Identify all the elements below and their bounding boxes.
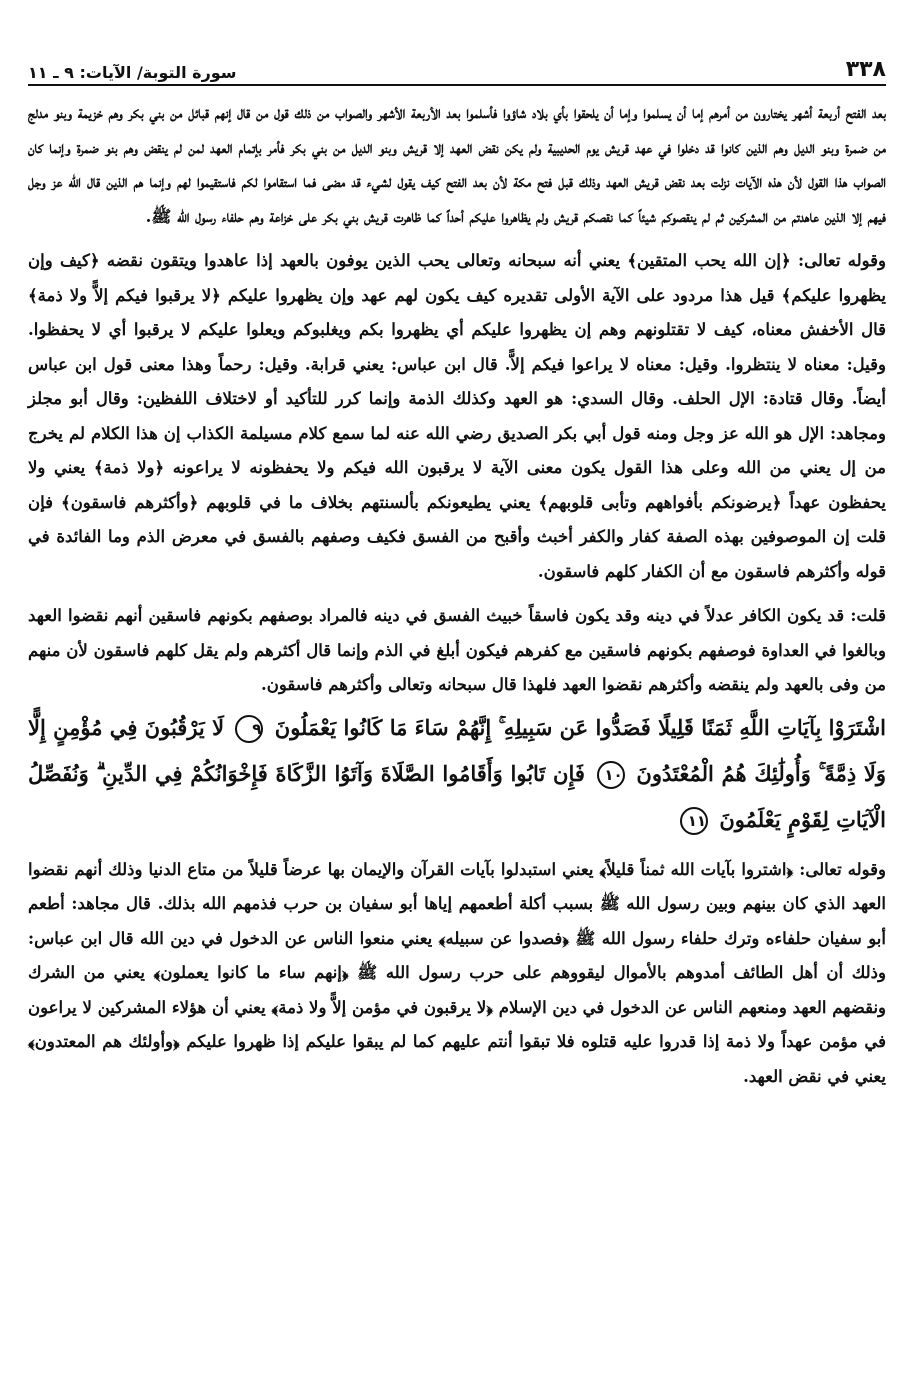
quran-verse-11: فَإِن تَابُوا وَأَقَامُوا الصَّلَاةَ وَآتَوُا الزَّكَاةَ فَإِخْوَانُكُمْ فِي الدِّينِ ۗ وَنُفَصِّلُ الْآيَاتِ لِقَوْمٍ يَعْلَمُونَ [28,760,886,832]
quran-verse-10: لَا يَرْقُبُونَ فِي مُؤْمِنٍ إِلًّا وَلَا ذِمَّةً ۚ وَأُولَٰئِكَ هُمُ الْمُعْتَدُونَ [28,714,887,786]
book-page [28,52,886,1094]
verse-marker-10: ١٠ [597,761,625,789]
quran-verse-9: اشْتَرَوْا بِآيَاتِ اللَّهِ ثَمَنًا قَلِيلًا فَصَدُّوا عَن سَبِيلِهِ ۚ إِنَّهُمْ سَاءَ مَا كَانُوا يَعْمَلُونَ [274,714,887,740]
paragraph-2: وقوله تعالى: ﴿إن الله يحب المتقين﴾ يعني أنه سبحانه وتعالى يحب الذين يوفون بالعهد إذا عاهدوا ويتقون نقضه ﴿كيف وإن يظهروا عليكم﴾ قيل هذا مردود على الآية الأولى تقديره كيف يكون لهم عهد وإن يظهروا عليكم ﴿لا يرقبوا فيكم إلاًّ ولا ذمة﴾ قال الأخفش معناه، كيف لا تقتلونهم وهم إن يظهروا عليكم أي يظهروا بكم ويغلبوكم ويعلوا عليكم لا يرقبوا أي لا يحفظوا. وقيل: معناه لا ينتظروا. وقيل: معناه لا يراعوا فيكم إلاًّ. قال ابن عباس: يعني قرابة. وقيل: رحماً وهذا معنى قول ابن عباس أيضاً. وقال قتادة: الإل الحلف. وقال السدي: هو العهد وكذلك الذمة وإنما كرر للتأكيد أو لاختلاف اللفظين: وقال أبو مجلز ومجاهد: الإل هو الله عز وجل ومنه قول أبي بكر الصديق رضي الله عنه لما سمع كلام مسيلمة الكذاب إن هذا الكلام لم يخرج من إل يعني من الله وعلى هذا القول يكون معنى الآية لا يرقبون الله فيكم ولا يحفظونه لا يراعونه ﴿ولا ذمة﴾ يعني ولا يحفظون عهداً ﴿يرضونكم بأفواههم وتأبى قلوبهم﴾ يعني يطيعونكم بألسنتهم بخلاف ما في قلوبهم ﴿وأكثرهم فاسقون﴾ فإن قلت إن الموصوفين بهذه الصفة كفار والكفر أخبث وأقبح من الفسق فكيف وصفهم بالفسق في معرض الذم وما الفائدة في قوله وأكثرهم فاسقون مع أن الكفار كلهم فاسقون. [28,251,886,581]
page-number: ٣٣٨ [845,57,886,82]
paragraph-4: وقوله تعالى: ﴿اشتروا بآيات الله ثمناً قليلاً﴾ يعني استبدلوا بآيات القرآن والإيمان بها عرضاً قليلاً من متاع الدنيا وذلك أنهم نقضوا العهد الذي كان بينهم وبين رسول الله ﷺ بسبب أكلة أطعمهم إياها أبو سفيان بن حرب فذمهم الله بذلك. قال مجاهد: أطعم أبو سفيان حلفاءه وترك حلفاء رسول الله ﷺ ﴿فصدوا عن سبيله﴾ يعني منعوا الناس عن الدخول في دين الله قال ابن عباس: وذلك أن أهل الطائف أمدوهم بالأموال ليقووهم على حرب رسول الله ﷺ ﴿إنهم ساء ما كانوا يعملون﴾ يعني من الشرك ونقضهم العهد ومنعهم الناس عن الدخول في دين الإسلام ﴿لا يرقبون في مؤمن إلاًّ ولا ذمة﴾ يعني أن هؤلاء المشركين لا يراعون في مؤمن عهداً ولا ذمة إذا قدروا عليه قتلوه فلا تبقوا أنتم عليهم كما لم يبقوا عليكم إذا ظهروا عليكم ﴿وأولئك هم المعتدون﴾ يعني في نقض العهد. [28,859,886,1086]
quran-verses [28,705,886,843]
paragraph-3: قلت: قد يكون الكافر عدلاً في دينه وقد يكون فاسقاً خبيث الفسق في دينه فالمراد بوصفهم بكونهم فاسقين أنهم نقضوا العهد وبالغوا في العداوة فوصفهم بكونهم فاسقين مع كفرهم فيكون أبلغ في الذم وإنما قال أكثرهم ولم يقل كلهم فاسقون لأن منهم من وفى بالعهد ولم ينقضه وأكثرهم نقضوا العهد فلهذا قال سبحانه وتعالى وأكثرهم فاسقون. [28,606,887,694]
verse-marker-11: ١١ [680,807,708,835]
running-title: سورة التوبة/ الآيات: ٩ ـ ١١ [28,63,237,82]
paragraph-1: بعد الفتح أربعة أشهر يختارون من أمرهم إما أن يسلموا وإما أن يلحقوا بأي بلاد شاؤوا فأسلموا بعد الأربعة الأشهر والصواب من ذلك قول من قال إنهم قبائل من بني بكر وهم خزيمة وبنو مدلج من ضمرة وبنو الديل وهم الذين كانوا قد دخلوا في عهد قريش يوم الحديبية ولم يكن نقض العهد إلا قريش وبنو الديل من بني بكر فأمر بإتمام العهد لمن لم ينقض وهم بنو ضمرة وإنما كان الصواب هذا القول لأن هذه الآيات نزلت بعد نقض قريش العهد وذلك قبل فتح مكة لأن بعد الفتح كيف يقول لشيء قد مضى فما استقاموا لكم فاستقيموا لهم وإنما هم الذين قال الله عز وجل فيهم إلا الذين عاهدتم من المشركين ثم لم ينقصوكم شيئاً كما نقصكم قريش ولم يظاهروا عليكم أحداً كما ظاهرت قريش بني بكر على خزاعة وهم حلفاء رسول الله ﷺ. [28,103,886,226]
verse-marker-9: ٩ [235,715,263,743]
page-header [28,52,886,86]
